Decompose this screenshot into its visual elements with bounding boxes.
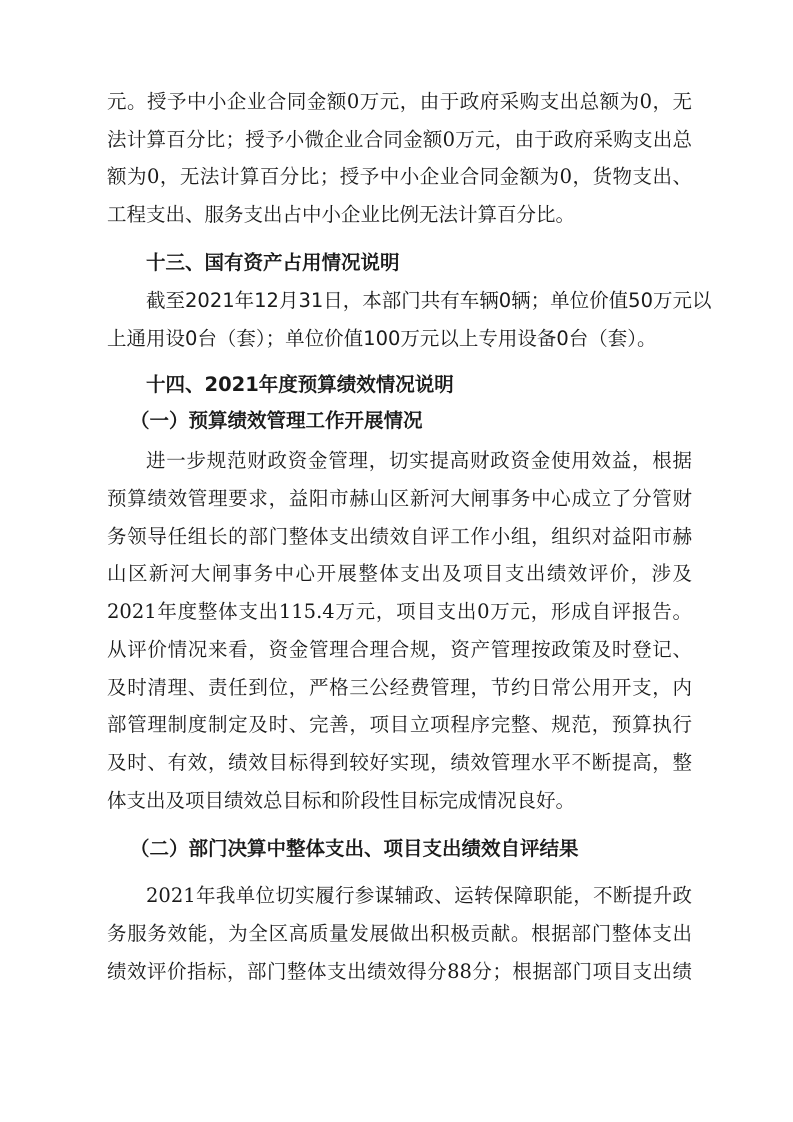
body-line: 元。授予中小企业合同金额0万元，由于政府采购支出总额为0，无 [107,90,692,113]
body-line: 及时清理、责任到位，严格三公经费管理，节约日常公用开支，内 [107,676,692,699]
body-line: 上通用设0台（套）；单位价值100万元以上专用设备0台（套）。 [107,327,657,350]
body-line: 绩效评价指标，部门整体支出绩效得分88分；根据部门项目支出绩 [107,960,692,983]
body-line: 务领导任组长的部门整体支出绩效自评工作小组，组织对益阳市赫 [107,525,692,548]
section-heading-14: 十四、2021年度预算绩效情况说明 [146,373,454,396]
subsection-heading-2: （二）部门决算中整体支出、项目支出绩效自评结果 [130,837,579,860]
body-line: 务服务效能，为全区高质量发展做出积极贡献。根据部门整体支出 [107,922,692,945]
body-line: 2021年我单位切实履行参谋辅政、运转保障职能，不断提升政 [146,884,692,907]
section-heading-13: 十三、国有资产占用情况说明 [146,251,400,274]
body-line: 山区新河大闸事务中心开展整体支出及项目支出绩效评价，涉及 [107,562,692,585]
body-line: 及时、有效，绩效目标得到较好实现，绩效管理水平不断提高，整 [107,751,692,774]
body-line: 部管理制度制定及时、完善，项目立项程序完整、规范，预算执行 [107,713,692,736]
body-line: 工程支出、服务支出占中小企业比例无法计算百分比。 [107,203,576,226]
body-line: 体支出及项目绩效总目标和阶段性目标完成情况良好。 [107,789,576,812]
body-line: 进一步规范财政资金管理，切实提高财政资金使用效益，根据 [146,449,692,472]
body-line: 2021年度整体支出115.4万元，项目支出0万元，形成自评报告。 [107,600,692,623]
body-line: 法计算百分比；授予小微企业合同金额0万元，由于政府采购支出总 [107,128,692,151]
body-line: 额为0，无法计算百分比；授予中小企业合同金额为0，货物支出、 [107,165,692,188]
subsection-heading-1: （一）预算绩效管理工作开展情况 [130,409,423,432]
body-line: 预算绩效管理要求，益阳市赫山区新河大闸事务中心成立了分管财 [107,487,692,510]
body-line: 从评价情况来看，资金管理合理合规，资产管理按政策及时登记、 [107,638,692,661]
body-line: 截至2021年12月31日，本部门共有车辆0辆；单位价值50万元以 [146,289,712,312]
